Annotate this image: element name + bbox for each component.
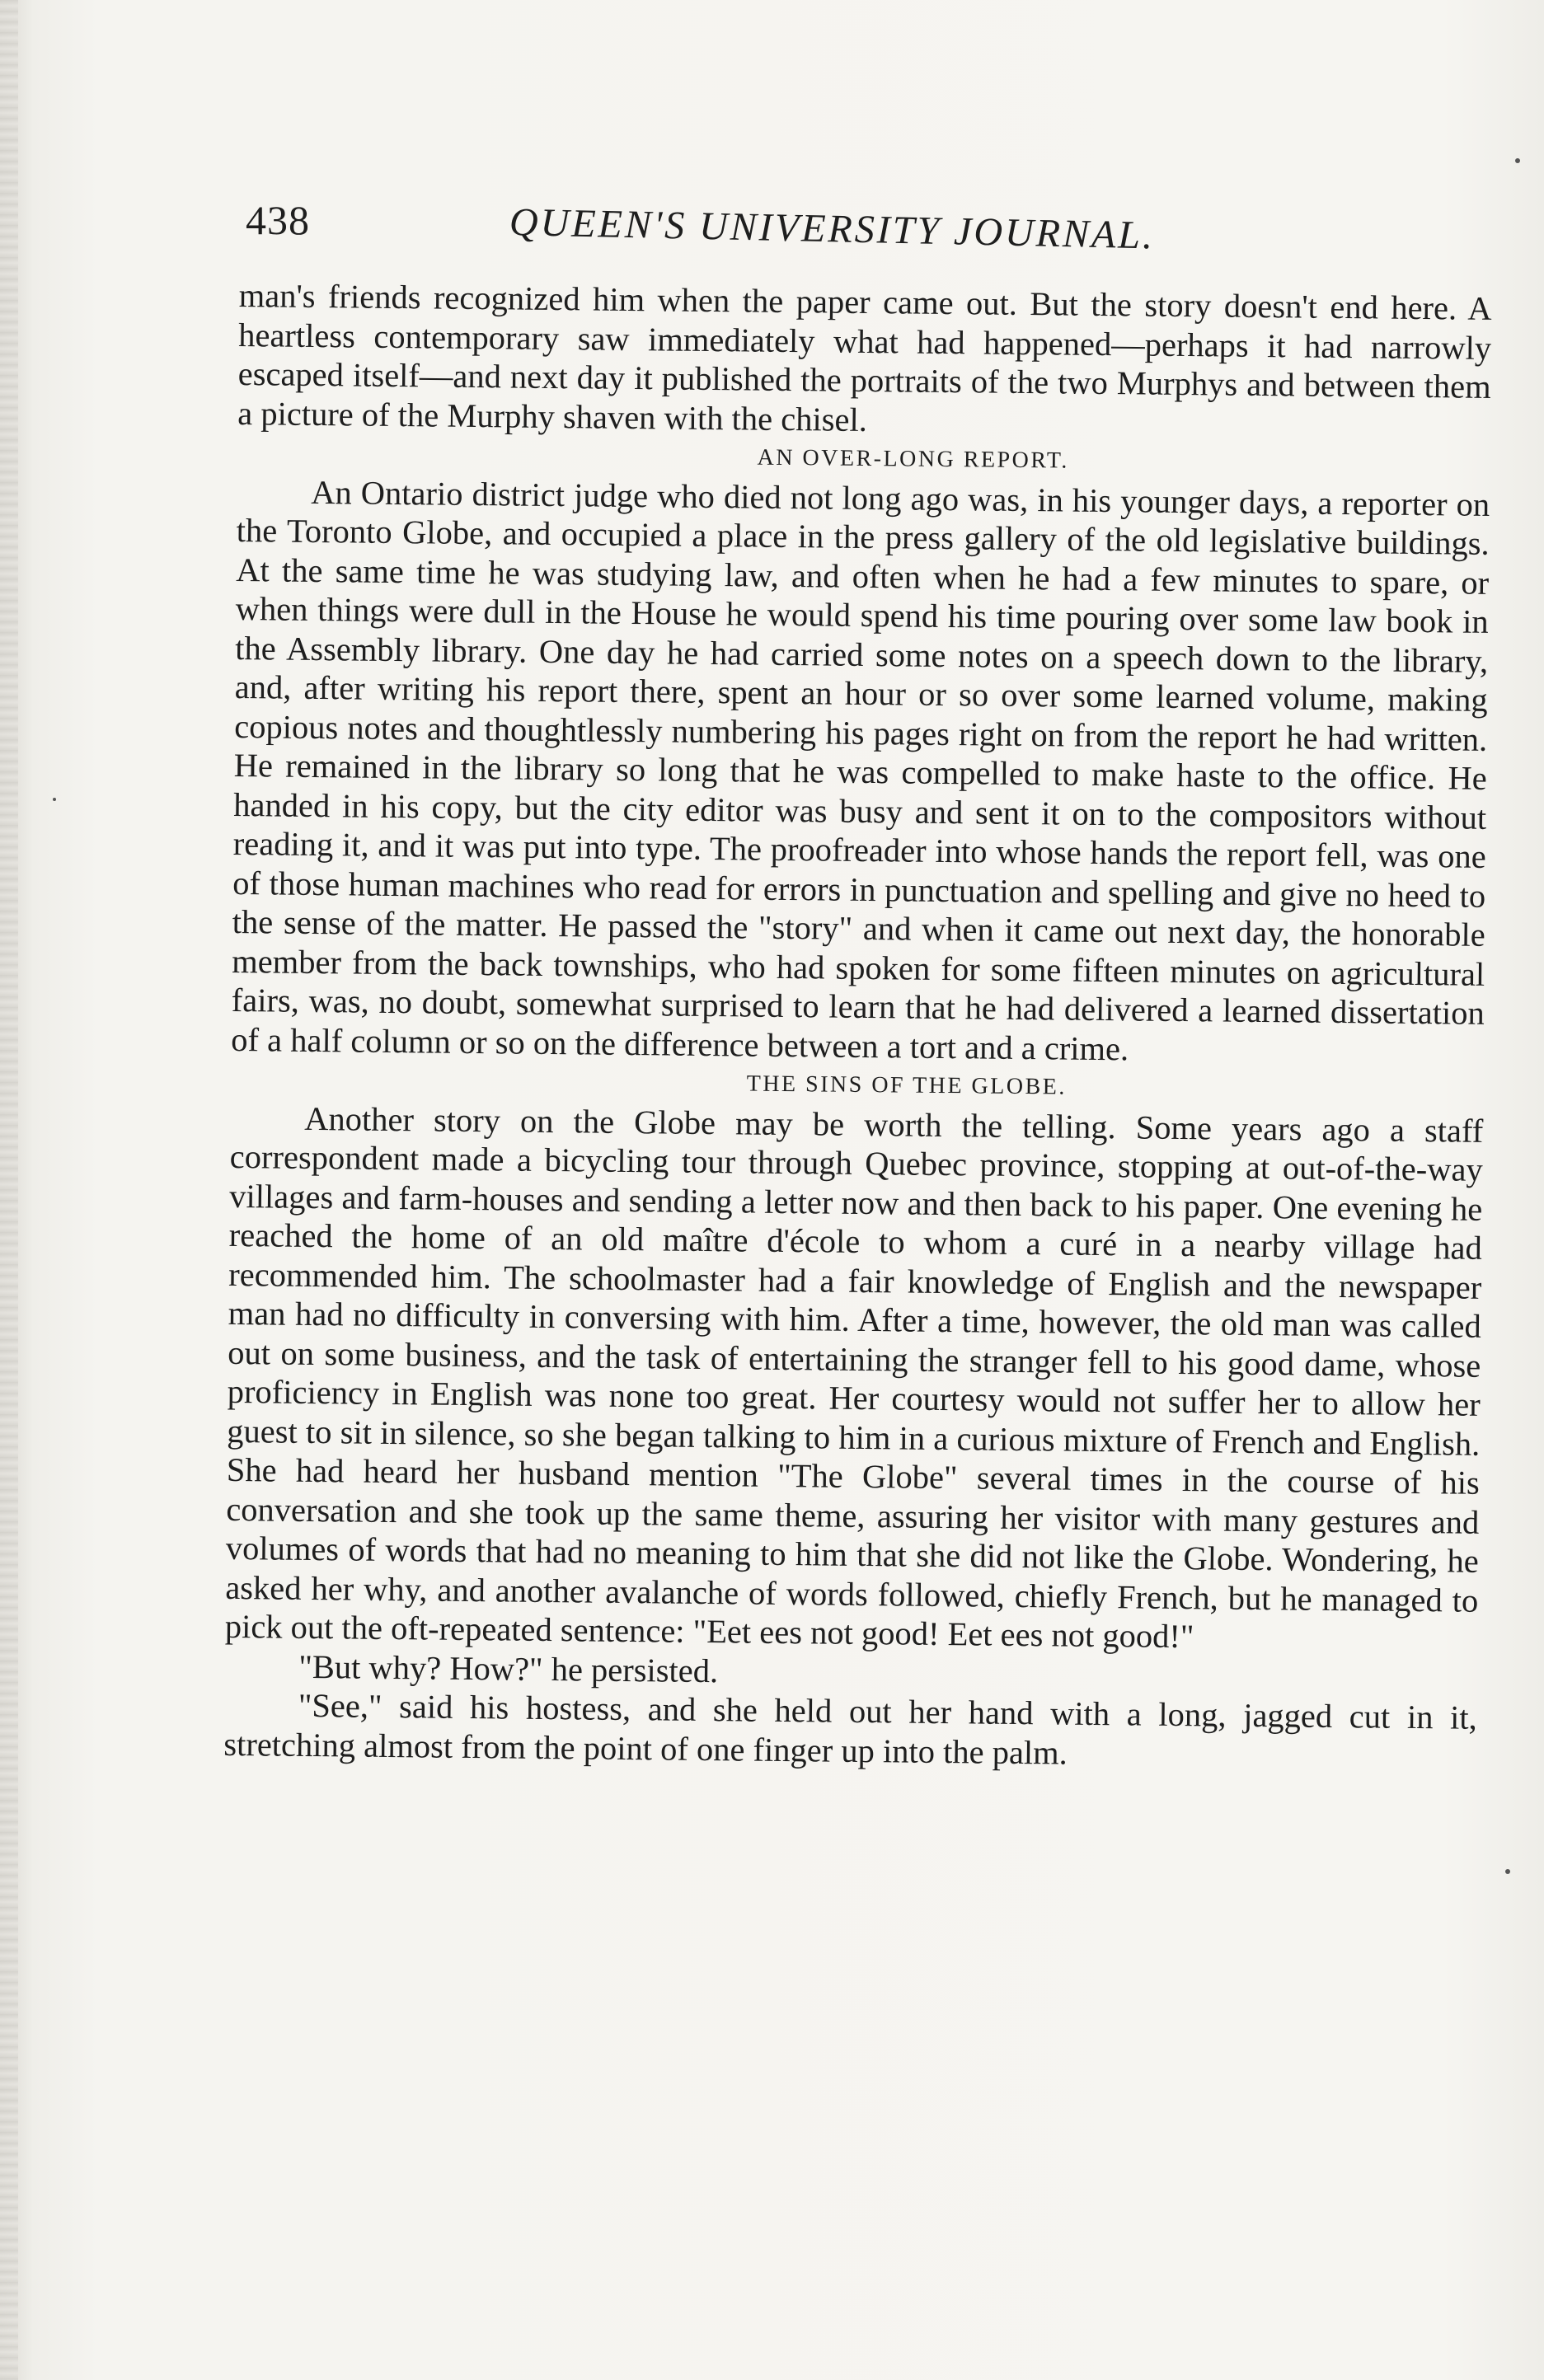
article-body xyxy=(223,276,1492,1777)
globe-story-paragraph: Another story on the Globe may be worth the telling. Some years ago a staff correspondent made a bicycling tour through Quebec province, stopping at out-of-the-way villages and farm-houses and sending a letter now and then back to his paper. One evening he reached the home of an old maître d'école to whom a curé in a nearby village had recommended him. The schoolmaster had a fair knowledge of English and the newspaper man had no difficulty in conversing with him. After a time, however, the old man was called out on some business, and the task of entertaining the stranger fell to his good dame, whose proficiency in English was none too great. Her courtesy would not suffer her to allow her guest to sit in silence, so she began talking to him in a curious mixture of French and English. She had heard her husband mention "The Globe" several times in the course of his conversation and she took up the same theme, assuring her visitor with many gestures and volumes of words that had no meaning to him that she did not like the Globe. Wondering, he asked her why, and another avalanche of words followed, chiefly French, but he managed to pick out the oft-repeated sentence: "Eet ees not good! Eet ees not good!" xyxy=(224,1099,1484,1656)
scan-speck xyxy=(1515,158,1520,163)
page-binding-edge xyxy=(0,0,18,2380)
section-heading-sins-of-the-globe: THE SINS OF THE GLOBE. xyxy=(746,1071,1067,1100)
globe-story-dialogue-2: "See," said his hostess, and she held out her hand with a long, jagged cut in it, stretching almost from the point of one finger up into the palm. xyxy=(223,1686,1477,1772)
intro-paragraph: man's friends recognized him when the paper came out. But the story doesn't end here. A heartless contemporary saw immediately what had happened—perhaps it had narrowly escaped itself—and next day it published the portraits of the two Murphys and between them a picture of the Murphy shaven with the chisel. xyxy=(237,276,1492,438)
scan-speck xyxy=(53,798,56,801)
scan-speck xyxy=(1505,1869,1510,1874)
running-title: QUEEN'S UNIVERSITY JOURNAL. xyxy=(509,200,1156,258)
globe-story-dialogue-1: "But why? How?" he persisted. xyxy=(298,1647,719,1689)
over-long-report-paragraph: An Ontario district judge who died not long ago was, in his younger days, a reporter on the Toronto Globe, and occupied a place in the press gallery of the old legislative buildings. At the same time he was studying law, and often when he had a few minutes to spare, or when things were dull in the House he would spend his time pouring over some law book in the Assembly library. One day he had carried some notes on a speech down to the library, and, after writing his report there, spent an hour or so over some learned volume, making copious notes and thoughtlessly numbering his pages right on from the report he had written. He remained in the library so long that he was compelled to make haste to the office. He handed in his copy, but the city editor was busy and sent it on to the compositors without reading it, and it was put into type. The proofreader into whose hands the report fell, was one of those human machines who read for errors in punctuation and spelling and give no heed to the sense of the matter. He passed the "story" and when it came out next day, the honorable member from the back townships, who had spoken for some fifteen minutes on agricultural fairs, was, no doubt, somewhat surprised to learn that he had delivered a learned dissertation of a half column or so on the difference between a tort and a crime. xyxy=(231,473,1490,1067)
page-header xyxy=(246,188,1317,262)
page-number: 438 xyxy=(246,197,310,243)
section-heading-over-long-report: AN OVER-LONG REPORT. xyxy=(757,444,1070,474)
